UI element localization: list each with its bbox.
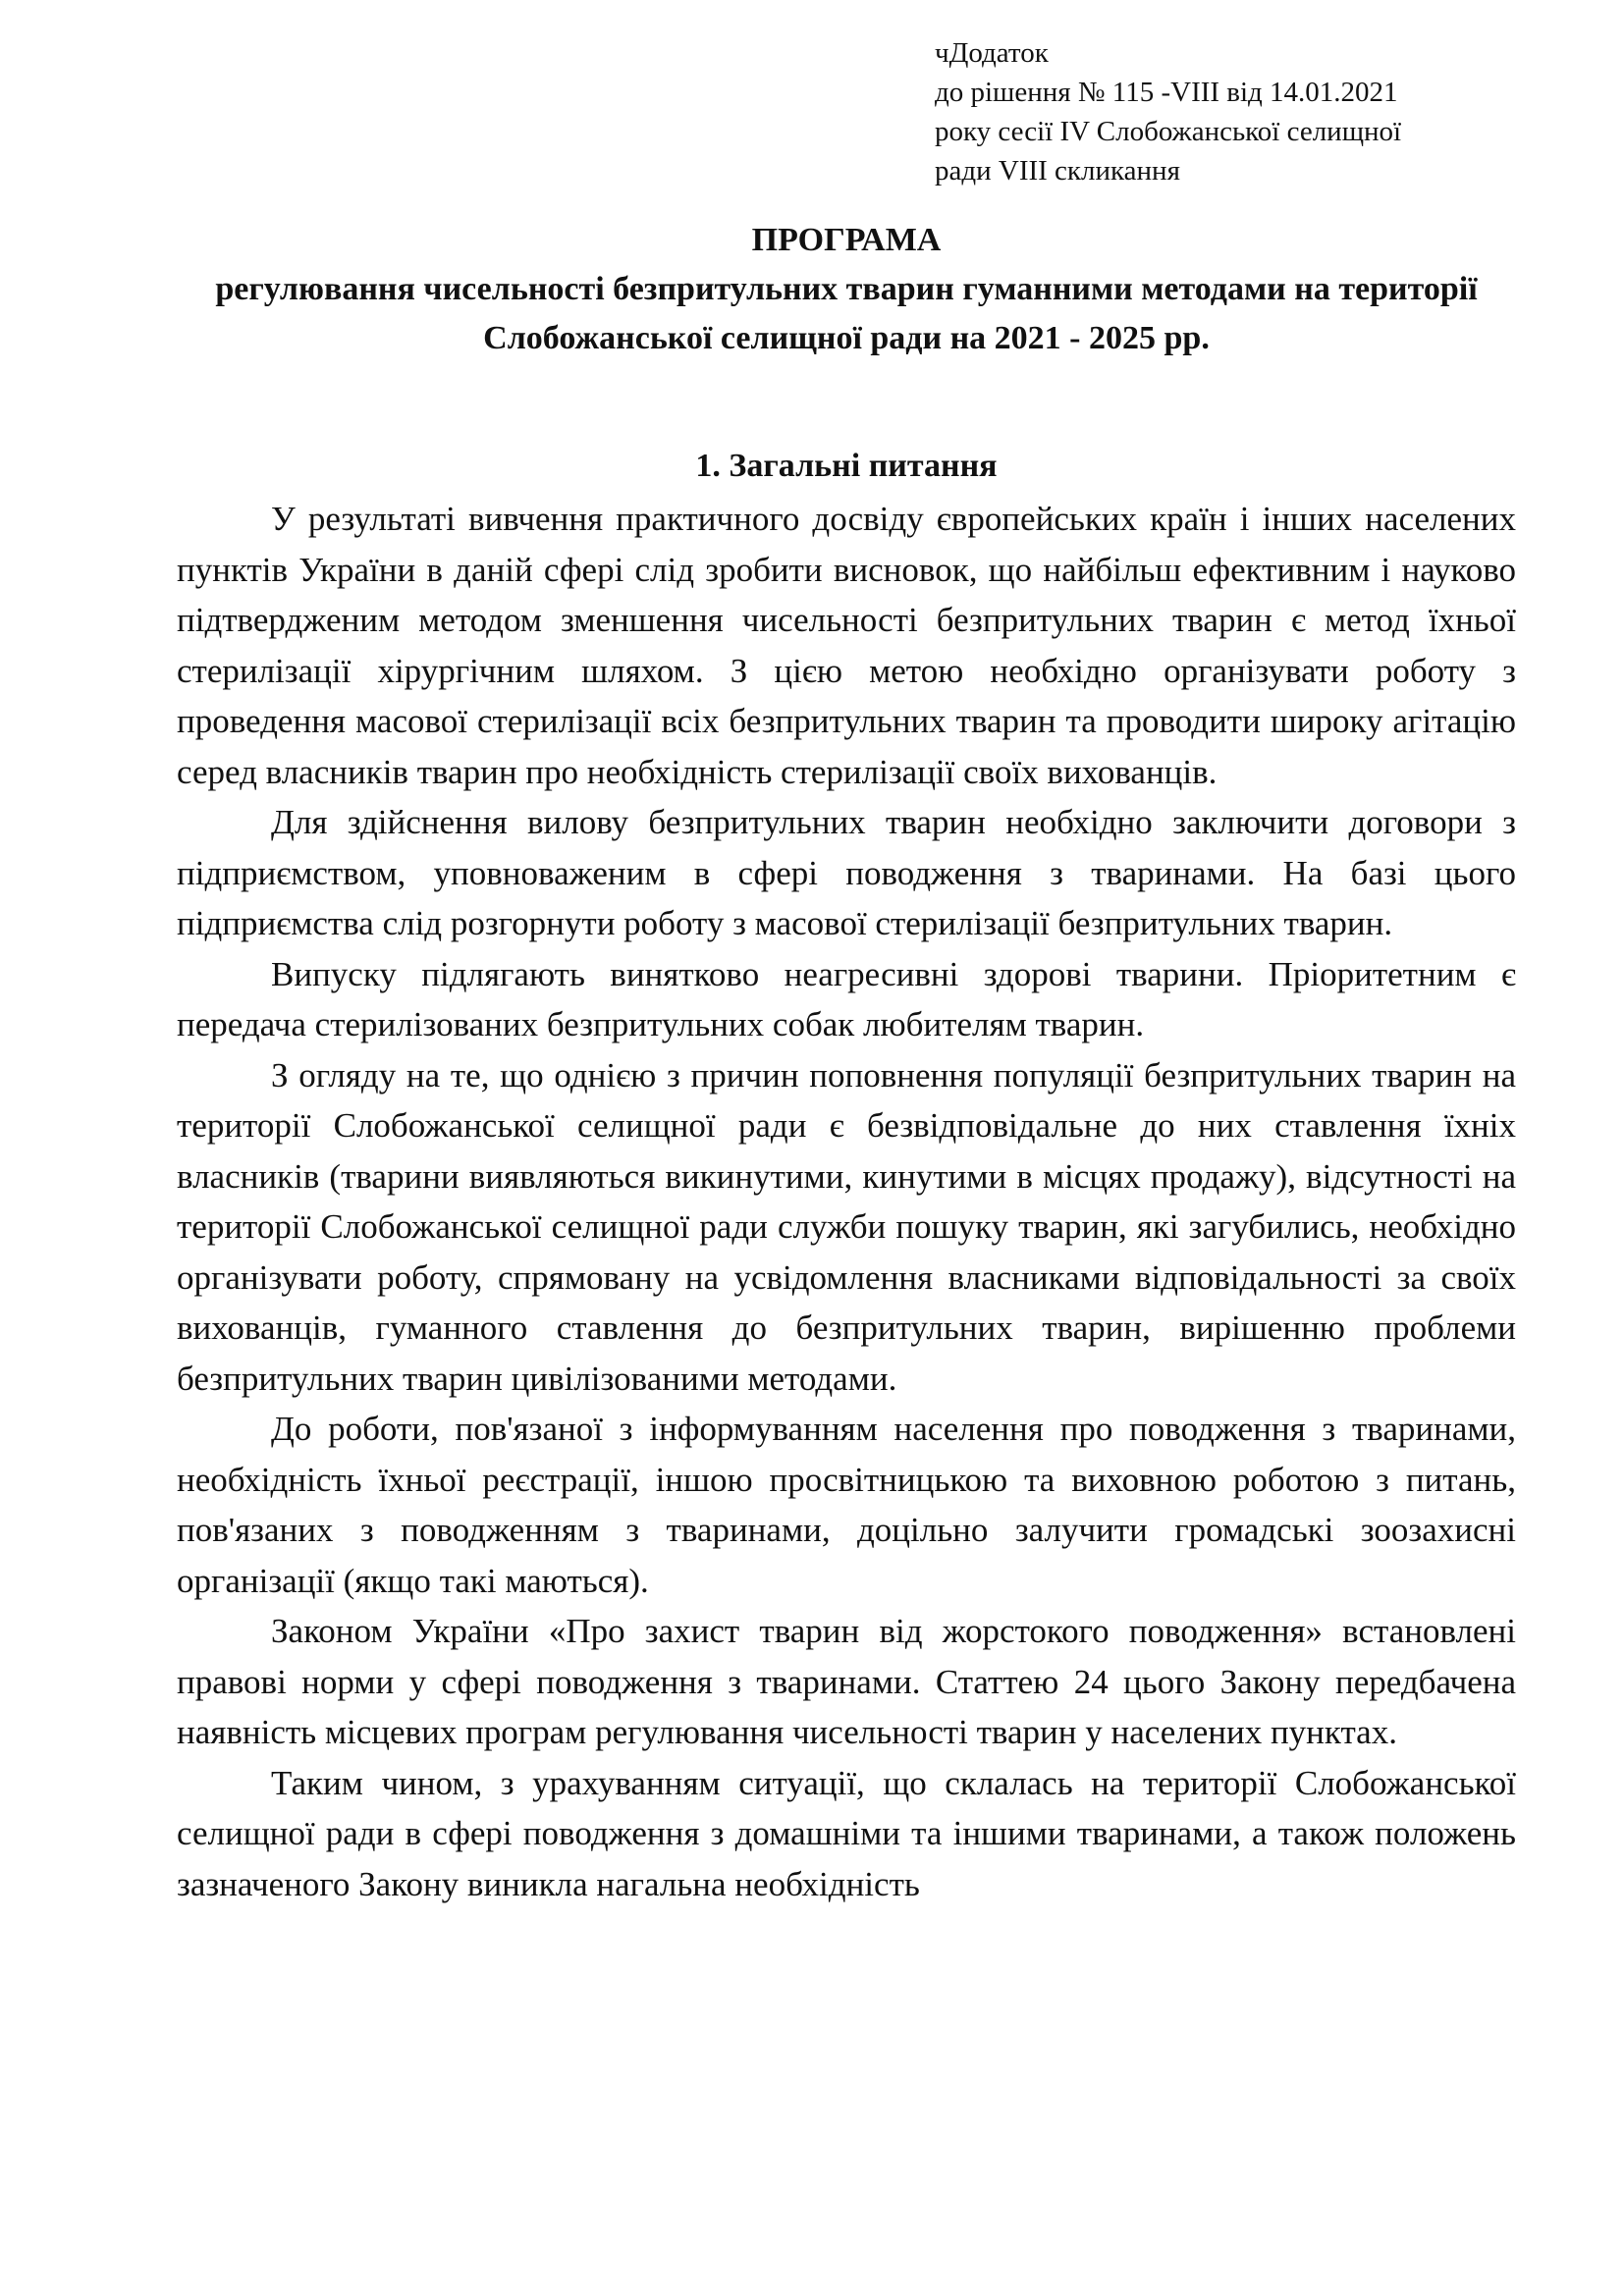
section-heading: 1. Загальні питання: [695, 448, 998, 484]
paragraph: З огляду на те, що однією з причин поповнення популяції безпритульних тварин на території Слобожанської селищної ради є безвідповідальне до них ставлення їхніх власників (тварини виявляються викинутими, кинутими в місцях продажу), відсутності на території Слобожанської селищної ради служби пошуку тварин, які загубились, необхідно організувати роботу, спрямовану на усвідомлення власниками відповідальності за своїх вихованців, гуманного ставлення до безпритульних тварин, вирішенню проблеми безпритульних тварин цивілізованими методами.: [177, 1055, 1516, 1398]
paragraph: До роботи, пов'язаної з інформуванням населення про поводження з тваринами, необхідність їхньої реєстрації, іншою просвітницькою та виховною роботою з питань, пов'язаних з поводженням з тваринами, доцільно залучити громадські зоозахисні організації (якщо такі маються).: [177, 1410, 1516, 1600]
annex-decision-reference: до рішення № 115 -VIII від 14.01.2021: [935, 77, 1398, 108]
annex-label: чДодаток: [935, 37, 1049, 69]
body-text: [177, 494, 1516, 1909]
document-subtitle: регулювання чисельності безпритульних тварин гуманними методами на території Слобожанської селищної ради на 2021 - 2025 рр.: [215, 271, 1478, 356]
paragraph: У результаті вивчення практичного досвіду європейських країн і інших населених пунктів України в даній сфері слід зробити висновок, що найбільш ефективним і науково підтвердженим методом зменшення чисельності безпритульних тварин є метод їхньої стерилізації хірургічним шляхом. З цією метою необхідно організувати роботу з проведення масової стерилізації всіх безпритульних тварин та проводити широку агітацію серед власників тварин про необхідність стерилізації своїх вихованців.: [177, 500, 1516, 791]
title-block: [177, 216, 1516, 363]
paragraph: Таким чином, з урахуванням ситуації, що склалась на території Слобожанської селищної ради в сфері поводження з домашніми та іншими тваринами, а також положень зазначеного Закону виникла нагальна необхідність: [177, 1763, 1516, 1903]
paragraph: Випуску підлягають винятково неагресивні здорові тварини. Пріоритетним є передача стерилізованих безпритульних собак любителям тварин.: [177, 954, 1516, 1043]
paragraph: Для здійснення вилову безпритульних тварин необхідно заключити договори з підприємством, уповноваженим в сфері поводження з тваринами. На базі цього підприємства слід розгорнути роботу з масової стерилізації безпритульних тварин.: [177, 803, 1516, 942]
annex-reference: [935, 33, 1543, 190]
paragraph: Законом України «Про захист тварин від жорстокого поводження» встановлені правові норми у сфері поводження з тваринами. Статтею 24 цього Закону передбачена наявність місцевих програм регулювання чисельності тварин у населених пунктах.: [177, 1612, 1516, 1751]
annex-convocation-reference: ради VIII скликання: [935, 155, 1180, 187]
document-title: ПРОГРАМА: [751, 222, 942, 258]
annex-session-reference: року сесії IV Слобожанської селищної: [935, 116, 1402, 147]
